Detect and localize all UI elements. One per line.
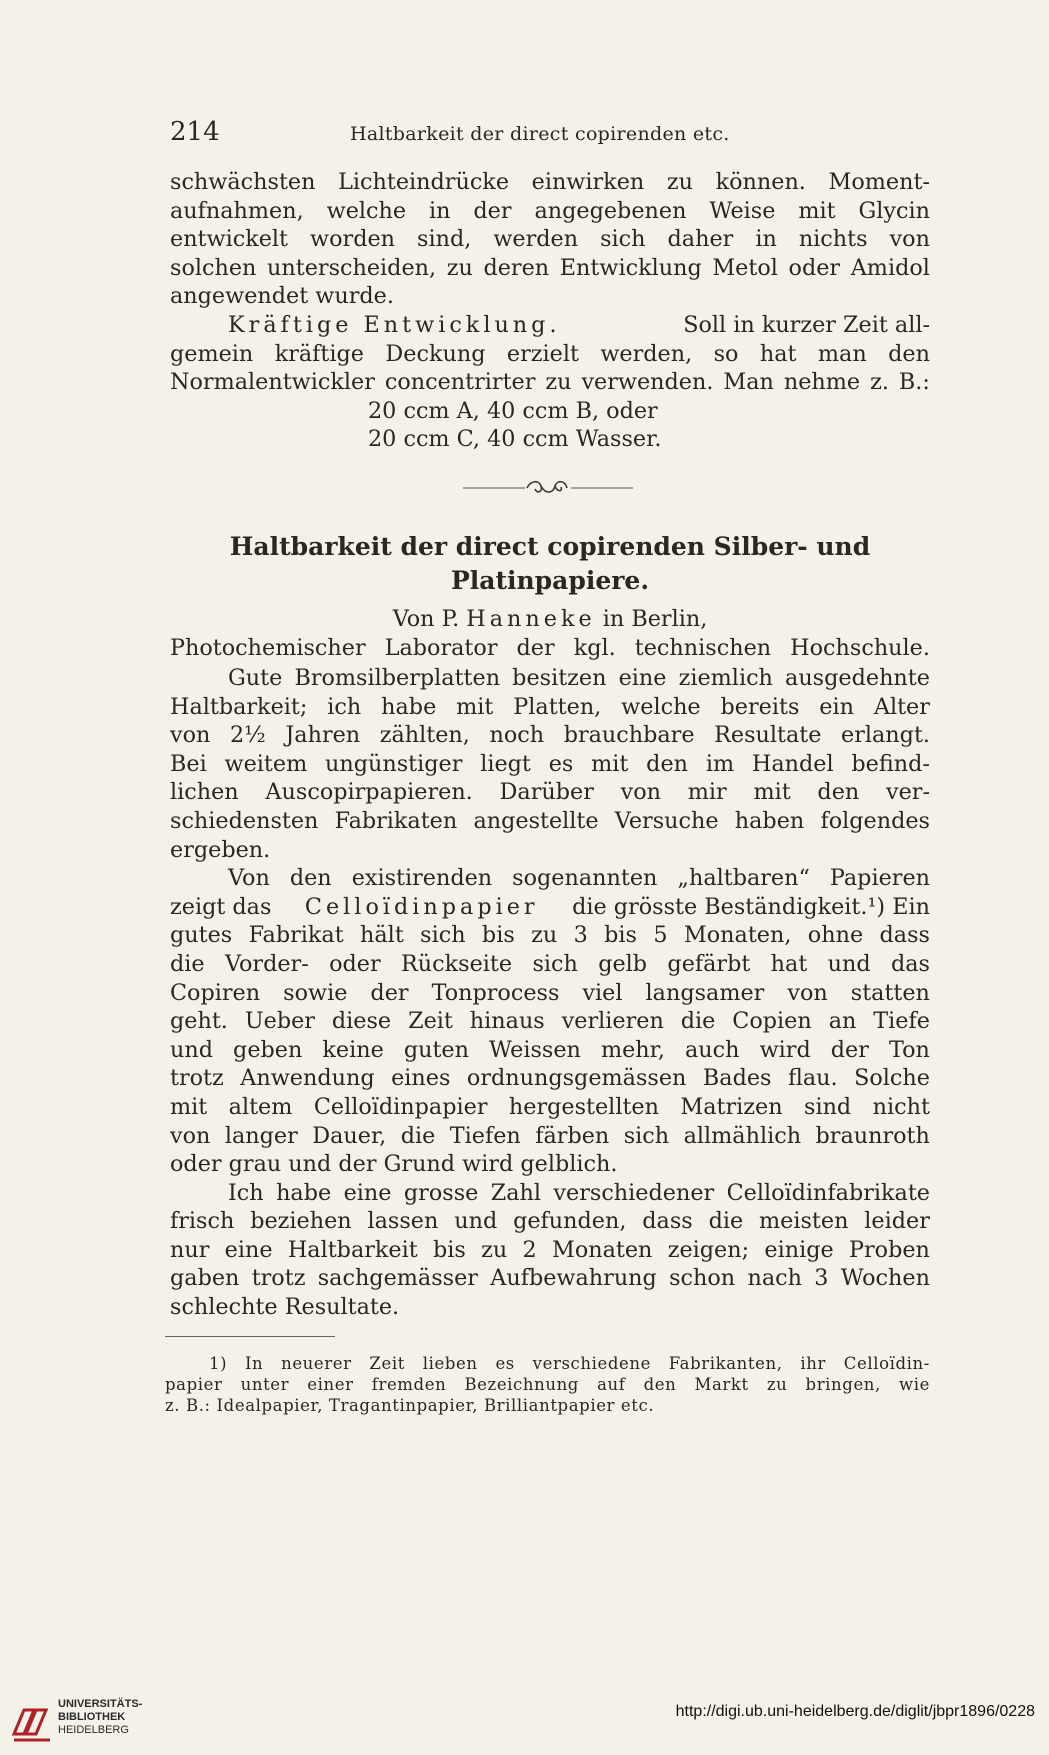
text-line xyxy=(170,721,930,750)
text-line xyxy=(170,807,930,836)
word: wird xyxy=(759,1036,811,1063)
word: auf xyxy=(597,1375,626,1394)
word: eine xyxy=(618,665,667,691)
word: Wochen xyxy=(840,1265,930,1292)
word: gefunden, xyxy=(513,1208,627,1235)
word: einige xyxy=(764,1236,834,1263)
word: im xyxy=(705,750,735,777)
footnote-line xyxy=(165,1353,930,1374)
word: concentrirter xyxy=(384,369,536,396)
text-line xyxy=(170,168,930,197)
title-line: Haltbarkeit der direct copirenden Silber- und xyxy=(229,532,871,561)
text-fragment: die grösste Beständigkeit.¹) Ein xyxy=(572,893,930,920)
word: ordnungsgemässen xyxy=(466,1065,687,1092)
word: verlieren xyxy=(561,1008,664,1035)
word: Vorder- xyxy=(224,950,309,977)
text-line xyxy=(170,979,930,1008)
word: papier xyxy=(165,1375,223,1394)
word: folgendes xyxy=(820,807,930,834)
page-number: 214 xyxy=(170,117,220,147)
word: den xyxy=(646,750,689,777)
text-line xyxy=(170,1207,930,1236)
word: Copiren xyxy=(170,979,261,1006)
word: zu xyxy=(531,922,558,949)
word: der xyxy=(473,197,512,224)
word: grosse xyxy=(403,1179,479,1206)
text-fragment: in Berlin, xyxy=(602,606,708,632)
word: Haltbarkeit xyxy=(287,1236,418,1263)
word: sachgemässer xyxy=(317,1265,478,1292)
footnote-line: z. B.: Idealpapier, Tragantinpapier, Brilliantpapier etc. xyxy=(165,1396,655,1415)
word: sich xyxy=(420,922,466,949)
word: Bades xyxy=(702,1065,772,1092)
word: worden xyxy=(310,226,396,253)
word: mit xyxy=(170,1093,208,1120)
byline xyxy=(170,605,930,662)
word: färben xyxy=(535,1122,610,1149)
word: lassen xyxy=(367,1208,439,1235)
word: können. xyxy=(715,169,806,195)
word: geben xyxy=(233,1036,303,1063)
word: haben xyxy=(734,807,805,834)
word: das xyxy=(890,950,930,977)
word: Matrizen xyxy=(680,1093,783,1120)
word: „haltbaren“ xyxy=(677,865,810,892)
section-title xyxy=(170,530,930,598)
word: den xyxy=(888,340,930,367)
text-line xyxy=(170,225,930,254)
word: Rückseite xyxy=(401,950,513,977)
word: eine xyxy=(224,1236,273,1263)
word: von xyxy=(889,226,930,253)
word: neuerer xyxy=(281,1354,352,1373)
word: der xyxy=(830,1036,869,1063)
word: mit xyxy=(591,750,629,777)
word: zeigen; xyxy=(667,1236,750,1263)
word: Monaten xyxy=(551,1236,653,1263)
word: Dauer, xyxy=(312,1122,387,1149)
word: Celloïdinpapier xyxy=(313,1093,488,1120)
word: habe xyxy=(276,1179,332,1206)
word: auch xyxy=(685,1036,740,1063)
text-line xyxy=(170,921,930,950)
word: den xyxy=(289,865,332,892)
word: flau. xyxy=(787,1065,838,1092)
word: es xyxy=(548,750,574,777)
word: Weissen xyxy=(489,1036,581,1063)
word: Metol xyxy=(712,254,778,281)
word: Bei xyxy=(170,750,207,777)
word: erlangt. xyxy=(841,722,930,749)
formula-line: 20 ccm C, 40 ccm Wasser. xyxy=(368,426,662,453)
word: Aufbewahrung xyxy=(490,1265,657,1292)
text-line xyxy=(170,1093,930,1122)
word: dass xyxy=(642,1208,693,1235)
word: statten xyxy=(850,979,930,1006)
word: sich xyxy=(623,1122,670,1149)
author-line xyxy=(170,605,930,634)
word: oder xyxy=(788,254,841,281)
word: Versuche xyxy=(614,807,719,834)
word: Celloïdin- xyxy=(843,1354,930,1373)
word: Alter xyxy=(873,693,930,720)
text-line xyxy=(170,778,930,807)
emphasized-term: Celloïdinpapier xyxy=(304,893,539,920)
text-line xyxy=(170,664,930,693)
footnote-line xyxy=(165,1374,930,1395)
word: Fabrikaten xyxy=(334,807,458,834)
word: daher xyxy=(667,226,734,253)
word: Handel xyxy=(751,750,834,777)
word: keine xyxy=(322,1036,384,1063)
word: Zahl xyxy=(490,1179,542,1206)
word: Resultate xyxy=(714,722,822,749)
title-line: Platinpapiere. xyxy=(450,566,650,595)
word: Man xyxy=(723,369,774,396)
text-line xyxy=(170,1064,930,1093)
word: guten xyxy=(403,1036,469,1063)
word: wie xyxy=(899,1375,930,1394)
word: Bezeichnung xyxy=(464,1375,579,1394)
word: und xyxy=(454,1208,498,1235)
word: die xyxy=(400,1122,436,1149)
text-line xyxy=(170,197,930,226)
word: man xyxy=(817,340,867,367)
word: zu xyxy=(481,1236,508,1263)
word: eine xyxy=(343,1179,392,1206)
word: Tiefe xyxy=(873,1008,930,1035)
word: Gute xyxy=(228,665,283,691)
word: Entwicklung xyxy=(559,254,702,281)
word: meisten xyxy=(759,1208,849,1235)
text-fragment: Soll in kurzer Zeit all- xyxy=(683,311,930,338)
word: 2½ xyxy=(229,722,266,749)
word: Ton xyxy=(888,1036,930,1063)
word: Haltbarkeit; xyxy=(170,693,308,720)
word: Bromsilberplatten xyxy=(294,665,501,691)
word: der xyxy=(516,634,555,661)
text-line xyxy=(170,1236,930,1265)
text-line: schlechte Resultate. xyxy=(170,1294,400,1321)
text-line: oder grau und der Grund wird gelblich. xyxy=(170,1151,618,1178)
word: zu xyxy=(766,1375,788,1394)
word: bis xyxy=(481,922,515,949)
word: besitzen xyxy=(512,665,607,691)
word: schon xyxy=(669,1265,736,1292)
word: gefärbt xyxy=(667,950,751,977)
word: zählten, xyxy=(379,722,470,749)
word: Deckung xyxy=(385,340,486,367)
word: 3 xyxy=(814,1265,829,1292)
word: Anwendung xyxy=(240,1065,375,1092)
word: es xyxy=(495,1354,515,1373)
word: hat xyxy=(759,340,797,367)
word: sind xyxy=(804,1093,852,1120)
word: mehr, xyxy=(600,1036,665,1063)
word: ohne xyxy=(807,922,864,949)
word: z. xyxy=(870,369,889,396)
text-fragment: Von P. xyxy=(392,606,460,632)
word: werden xyxy=(493,226,579,253)
word: frisch xyxy=(170,1208,235,1235)
word: zu xyxy=(446,254,473,281)
word: Moment- xyxy=(828,169,930,195)
page-header xyxy=(170,117,930,151)
text-line: ergeben. xyxy=(170,836,271,863)
word: entwickelt xyxy=(170,226,289,253)
word: deren xyxy=(483,254,550,281)
word: an xyxy=(828,1008,857,1035)
word: Darüber xyxy=(499,779,594,806)
word: befind- xyxy=(851,750,930,777)
word: von xyxy=(170,722,211,749)
word: B.: xyxy=(898,369,930,396)
text-line xyxy=(170,950,930,979)
word: den xyxy=(817,779,860,806)
word: bringen, xyxy=(805,1375,881,1394)
word: diese xyxy=(331,1008,392,1035)
word: 3 xyxy=(573,922,588,949)
word: langer xyxy=(224,1122,298,1149)
word: hat xyxy=(770,950,808,977)
word: mit xyxy=(798,197,836,224)
word: dass xyxy=(879,922,930,949)
word: 2 xyxy=(522,1236,537,1263)
word: Platten, xyxy=(513,693,602,720)
word: Glycin xyxy=(858,197,930,224)
word: solchen xyxy=(170,254,257,281)
word: oder xyxy=(329,950,381,977)
word: nichts xyxy=(798,226,868,253)
word: von xyxy=(620,779,661,806)
word: Ich xyxy=(228,1179,264,1206)
text-fragment: zeigt das xyxy=(170,893,272,920)
word: ziemlich xyxy=(678,665,773,691)
word: gelb xyxy=(598,950,648,977)
word: Zeit xyxy=(369,1354,405,1373)
word: in xyxy=(755,226,777,253)
word: hergestellten xyxy=(508,1093,659,1120)
word: bis xyxy=(432,1236,466,1263)
word: beziehen xyxy=(250,1208,352,1235)
logo-line: UNIVERSITÄTS- xyxy=(58,1698,143,1710)
text-line xyxy=(170,368,930,397)
word: in xyxy=(429,197,451,224)
word: nehme xyxy=(783,369,861,396)
word: In xyxy=(244,1354,264,1373)
word: ein xyxy=(819,693,854,720)
word: 1) xyxy=(209,1354,228,1373)
word: Fabrikat xyxy=(248,922,344,949)
text-line xyxy=(170,311,930,340)
word: Celloïdinfabrikate xyxy=(726,1179,930,1206)
word: schwächsten xyxy=(170,169,316,195)
word: Markt xyxy=(694,1375,749,1394)
word: von xyxy=(787,979,828,1006)
word: braunroth xyxy=(815,1122,930,1149)
word: sich xyxy=(532,950,578,977)
affiliation-line xyxy=(170,634,930,663)
text-line xyxy=(170,693,930,722)
word: zu xyxy=(545,369,572,396)
word: mit xyxy=(753,779,791,806)
word: Weise xyxy=(709,197,776,224)
word: technischen xyxy=(634,634,772,661)
word: nach xyxy=(747,1265,802,1292)
word: welche xyxy=(326,197,407,224)
word: ver- xyxy=(886,779,930,806)
word: angegebenen xyxy=(534,197,687,224)
text-line xyxy=(170,864,930,893)
emphasized-heading: Kräftige Entwicklung. xyxy=(228,311,561,338)
word: hält xyxy=(360,922,404,949)
word: einwirken xyxy=(531,169,645,195)
word: verschiedener xyxy=(553,1179,715,1206)
running-title: Haltbarkeit der direct copirenden etc. xyxy=(350,123,730,145)
text-line xyxy=(170,254,930,283)
word: ungünstiger xyxy=(325,750,463,777)
word: verwenden. xyxy=(581,369,714,396)
word: altem xyxy=(228,1093,293,1120)
text-line xyxy=(170,340,930,369)
word: so xyxy=(713,340,739,367)
word: von xyxy=(170,1122,211,1149)
article-body xyxy=(170,664,930,1322)
word: der xyxy=(370,979,409,1006)
word: ich xyxy=(327,693,362,720)
word: Amidol xyxy=(850,254,930,281)
word: unterscheiden, xyxy=(267,254,437,281)
word: Hochschule. xyxy=(790,634,930,661)
text-line xyxy=(170,1122,930,1151)
text-line xyxy=(170,1007,930,1036)
word: geht. xyxy=(170,1008,228,1035)
word: ihr xyxy=(800,1354,826,1373)
word: sowie xyxy=(283,979,348,1006)
word: trotz xyxy=(170,1065,224,1092)
word: weitem xyxy=(224,750,308,777)
word: nicht xyxy=(872,1093,930,1120)
word: Zeit xyxy=(408,1008,453,1035)
word: die xyxy=(680,1008,716,1035)
word: 5 xyxy=(653,922,668,949)
word: sind, xyxy=(417,226,472,253)
text-line xyxy=(170,1179,930,1208)
word: brauchbare xyxy=(563,722,695,749)
word: nur xyxy=(170,1236,210,1263)
word: sich xyxy=(600,226,646,253)
word: sogenannten xyxy=(512,865,658,892)
author-name: Hanneke xyxy=(466,606,596,632)
word: Copien xyxy=(732,1008,812,1035)
logo-line: BIBLIOTHEK xyxy=(58,1711,126,1723)
word: noch xyxy=(489,722,545,749)
text-line xyxy=(170,893,930,922)
word: lichen xyxy=(170,779,239,806)
word: und xyxy=(170,1036,213,1063)
footnote-rule xyxy=(165,1336,335,1337)
word: einer xyxy=(307,1375,354,1394)
word: die xyxy=(170,950,205,977)
source-url-link[interactable]: http://digi.ub.uni-heidelberg.de/diglit/jbpr1896/0228 xyxy=(675,1703,1035,1720)
word: Proben xyxy=(848,1236,930,1263)
library-logo-text xyxy=(58,1698,142,1737)
word: Normalentwickler xyxy=(170,369,375,396)
continued-text xyxy=(170,168,930,454)
text-line: angewendet wurde. xyxy=(170,283,394,310)
text-line xyxy=(170,1036,930,1065)
word: Photochemischer xyxy=(170,634,366,661)
word: aufnahmen, xyxy=(170,197,304,224)
word: schiedensten xyxy=(170,807,319,834)
word: viel xyxy=(582,979,623,1006)
word: Papieren xyxy=(829,865,930,892)
word: Monaten, xyxy=(683,922,792,949)
word: leider xyxy=(864,1208,930,1235)
word: kgl. xyxy=(573,634,616,661)
word: Solche xyxy=(854,1065,930,1092)
word: mit xyxy=(456,693,494,720)
word: habe xyxy=(381,693,437,720)
word: fremden xyxy=(371,1375,447,1394)
word: eines xyxy=(391,1065,451,1092)
word: mir xyxy=(687,779,727,806)
word: gemein xyxy=(170,340,254,367)
logo-line: HEIDELBERG xyxy=(58,1724,129,1736)
word: existirenden xyxy=(351,865,493,892)
word: Laborator xyxy=(384,634,498,661)
word: Lichteindrücke xyxy=(338,169,510,195)
word: hinaus xyxy=(469,1008,545,1035)
word: Fabrikanten, xyxy=(668,1354,783,1373)
word: und xyxy=(827,950,871,977)
word: langsamer xyxy=(645,979,765,1006)
word: den xyxy=(643,1375,677,1394)
word: unter xyxy=(240,1375,290,1394)
word: Tonprocess xyxy=(431,979,560,1006)
word: gaben xyxy=(170,1265,240,1292)
word: gutes xyxy=(170,922,233,949)
word: Auscopirpapieren. xyxy=(265,779,473,806)
word: Tiefen xyxy=(449,1122,521,1149)
word: Von xyxy=(228,865,270,892)
word: allmählich xyxy=(683,1122,802,1149)
word: bis xyxy=(604,922,638,949)
word: ausgedehnte xyxy=(785,665,930,691)
word: verschiedene xyxy=(532,1354,651,1373)
word: die xyxy=(708,1208,744,1235)
footnote xyxy=(165,1353,930,1416)
word: zu xyxy=(666,169,693,195)
word: werden, xyxy=(600,340,693,367)
word: angestellte xyxy=(473,807,599,834)
ornament-divider-icon xyxy=(463,476,633,500)
word: welche xyxy=(621,693,701,720)
word: liegt xyxy=(480,750,531,777)
text-line xyxy=(170,1264,930,1293)
word: Ueber xyxy=(244,1008,315,1035)
formula-line: 20 ccm A, 40 ccm B, oder xyxy=(368,397,658,424)
word: erzielt xyxy=(506,340,579,367)
word: trotz xyxy=(251,1265,306,1292)
word: lieben xyxy=(422,1354,478,1373)
word: bereits xyxy=(720,693,800,720)
word: kräftige xyxy=(274,340,364,367)
word: Jahren xyxy=(285,722,361,749)
text-line xyxy=(170,750,930,779)
